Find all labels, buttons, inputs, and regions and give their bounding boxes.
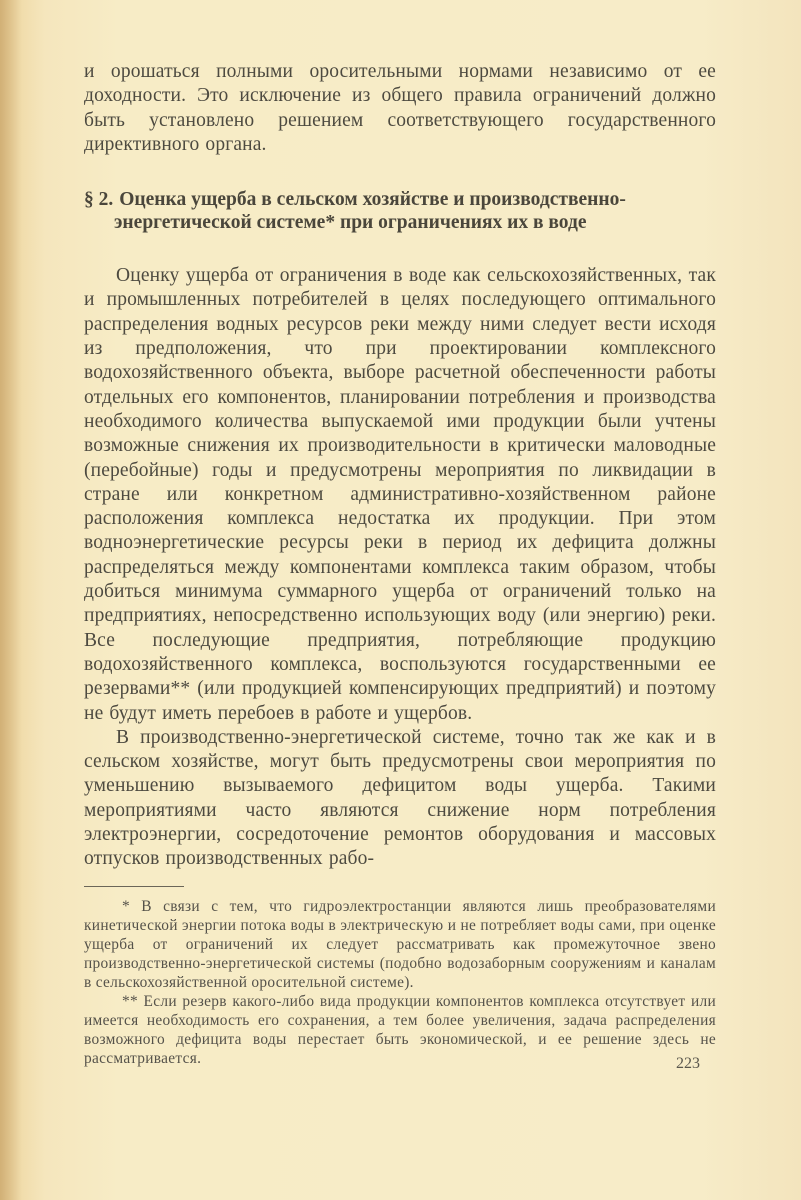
- section-title-line2: энергетической системе* при ограничениях их в воде: [114, 212, 587, 234]
- body-paragraph-1: Оценку ущерба от ограничения в воде как сельскохозяйственных, так и промышленных потребителей в целях последующего оптимального распределения водных ресурсов реки между ними следует вести исходя из предположения, что при проектировании комплексного водохозяйственного объекта, выборе расчетной обеспеченности работы отдельных его компонентов, планировании потребления и производства необходимого количества выпускаемой ими продукции были учтены возможные снижения их производительности в критически маловодные (перебойные) годы и предусмотрены мероприятия по ликвидации в стране или конкретном административно-хозяйственном районе расположения комплекса недостатка их продукции. При этом водноэнергетические ресурсы реки в период их дефицита должны распределяться между компонентами комплекса таким образом, чтобы добиться минимума суммарного ущерба от ограничений только на предприятиях, непосредственно использующих воду (или энергию) реки. Все последующие предприятия, потребляющие продукцию водохозяйственного комплекса, воспользуются государственными ее резервами** (или продукцией компенсирующих предприятий) и поэтому не будут иметь перебоев в работе и ущербов.: [84, 265, 716, 724]
- footnote-divider: [84, 886, 184, 887]
- body-paragraph-2: В производственно-энергетической системе, точно так же как и в сельском хозяйстве, могут быть предусмотрены свои мероприятия по уменьшению вызываемого дефицитом воды ущерба. Такими мероприятиями часто являются снижение норм потребления электроэнергии, сосредоточение ремонтов оборудования и массовых отпусков производственных рабо-: [84, 726, 716, 870]
- footnote-1: * В связи с тем, что гидроэлектростанции являются лишь преобразователями кинетической энергии потока воды в электрическую и не потребляет воды сами, при оценке ущерба от ограничений их следует рассматривать как промежуточное звено производственно-энергетической системы (подобно водозаборным сооружениям и каналам в сельскохозяйственной оросительной системе).: [84, 897, 716, 991]
- intro-paragraph: и орошаться полными оросительными нормами независимо от ее доходности. Это исключение из общего правила ограничений должно быть установлено решением соответствующего государственного директивного органа.: [84, 61, 716, 155]
- page-number: 223: [676, 1055, 700, 1072]
- section-heading: [84, 188, 716, 234]
- binding-shadow: [0, 0, 22, 1200]
- footnote-2: ** Если резерв какого-либо вида продукции компонентов комплекса отсутствует или имеется необходимость его сохранения, а тем более увеличения, задача распределения возможного дефицита воды перестает быть экономической, и ее решение здесь не рассматривается.: [84, 992, 716, 1067]
- section-number: § 2.: [84, 189, 114, 211]
- page-content: [84, 60, 716, 1068]
- section-title-line1: Оценка ущерба в сельском хозяйстве и производственно-: [119, 189, 626, 211]
